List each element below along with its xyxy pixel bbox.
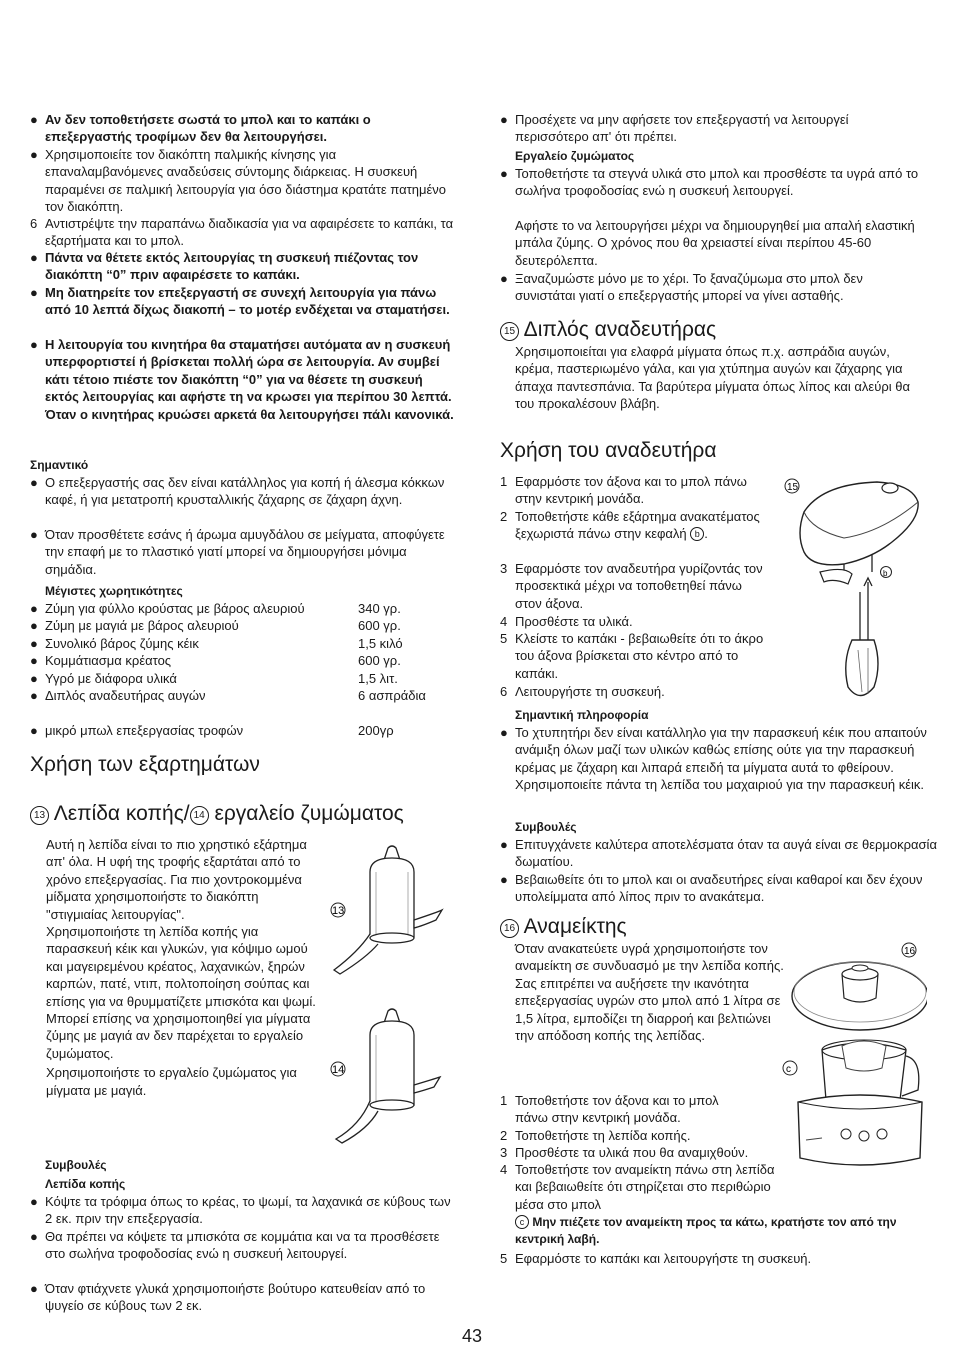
capacity-label: Μέγιστες χωρητικότητες: [45, 584, 183, 598]
capacity-row: ● Συνολικό βάρος ζύμης κέικ 1,5 κιλό: [30, 635, 403, 651]
warning-item: ● Η λειτουργία του κινητήρα θα σταματήσει αυτόματα αν η συσκευή υπερφορτιστεί ή βρίσκεται πολλή ώρα σε λειτουργία. Αν συμβεί κάτι τέτοιο πιέστε τον διακόπτη “0” για να θέσετε τη συσκευή εκτός λειτουργίας και αφήστε τη να κρωσει για περίπου 30 λεπτά. Όταν ο κινητήρας κρυώσει αρκετά θα λειτουργήσει πάλι κανονικά.: [30, 337, 454, 422]
capacity-row: ● Υγρό με διάφορα υλικά 1,5 λιτ.: [30, 670, 398, 686]
mixer-step: 3 Προσθέστε τα υλικά που θα αναμιχθούν.: [500, 1145, 749, 1160]
figure-13-label: 13: [332, 905, 345, 917]
tip-item: ● Επιτυγχάνετε καλύτερα αποτελέσματα όταν τα αυγά είναι σε θερμοκρασία δωματίου.: [500, 837, 937, 870]
mixer-warning: c Μην πιέζετε τον αναμείκτη προς τα κάτω, κρατήστε τον από την κεντρική λαβή.: [515, 1215, 897, 1247]
mixer-step: 2 Τοποθετήστε τη λεπίδα κοπής.: [500, 1128, 691, 1143]
number-13-badge: 13: [30, 806, 49, 825]
capacity-row: ● Διπλός αναδευτήρας αυγών 6 ασπράδια: [30, 688, 426, 703]
whisk-illustration: [782, 472, 927, 712]
whisk-step: 2 Τοποθετήστε κάθε εξάρτημα ανακατέματος ξεχωριστά πάνω στην κεφαλή b .: [500, 509, 760, 542]
warning-item: ● Αν δεν τοποθετήσετε σωστά το μπολ και το καπάκι ο επεξεργαστής τροφίμων δεν θα λειτουργήσει.: [30, 112, 371, 145]
important-item: ● Όταν προσθέτετε εσάνς ή άρωμα αμυγδάλου σε μείγματα, αποφύγετε την επαφή με το πλαστικό γιατί μπορεί να δημιουργήσει μόνιμα σημάδια.: [30, 527, 445, 577]
knife-tip: ● Θα πρέπει να κόψετε τα μπισκότα σε κομμάτια και να τα προσθέσετε στο σωλήνα τροφοδοσίας ενώ η συσκευή λειτουργεί.: [30, 1229, 440, 1262]
heading-use-whisk: Χρήση του αναδευτήρα: [500, 439, 717, 462]
figure-16-label: 16: [904, 946, 916, 957]
dough-item-extra: Αφήστε το να λειτουργήσει μέχρι να δημιουργηθεί μια απαλή ελαστική μπάλα ζύμης. Ο χρόνος που θα χρειαστεί είναι περίπου 45-60 δευτερόλεπτα.: [515, 218, 915, 268]
top-bullet: ● Προσέχετε να μην αφήσετε τον επεξεργαστή να λειτουργεί περισσότερο απ' ότι πρέπει.: [500, 112, 849, 145]
warning-item: ● Πάντα να θέτετε εκτός λειτουργίας τη συσκευή πιέζοντας τον διακόπτη “0” πριν αφαιρέσετε το καπάκι.: [30, 250, 419, 283]
tip-item: ● Βεβαιωθείτε ότι το μπολ και οι αναδευτήρες είναι καθαροί και δεν έχουν υπολείμματα από λίπος πριν το ανακάτεμα.: [500, 872, 923, 905]
number-16-badge: 16: [500, 919, 519, 938]
blade-paragraph: Χρησιμοποιήστε τη λεπίδα κοπής για παρασκευή κέικ και γλυκών, για κόψιμο ωμού και μαγειρεμένου κρέατος, λαχανικών, ξηρών καρπών, πατέ, ντιπ, πολτοποίηση σούπας και επίσης για να θρυμματίζετε μπισκότα και ψωμί. Μπορεί επίσης να χρησιμοποιηθεί για μίγματα ζύμης με μαγιά αν δεν παρέχεται το εργαλείο ζυμώματος.: [46, 924, 316, 1061]
figure-14-label: 14: [332, 1064, 345, 1076]
whisk-step: 5 Κλείστε το καπάκι - βεβαιωθείτε ότι το άκρο του άξονα βρίσκεται στο κέντρο από το καπάκι.: [500, 631, 764, 681]
mixer-paragraph: Όταν ανακατεύετε υγρά χρησιμοποιήστε τον αναμείκτη σε συνδυασμό με την λεπίδα κοπής. Σας επιτρέπει να αυξήσετε την ικανότητα επεξεργασίας υγρών στο μπολ από 1 λίτρα σε 1,5 λίτρα, εμποδίζει τη διαρροή και βελτιώνει την απόδοση κοπής της λεπίδας.: [515, 941, 784, 1044]
blade-text: [46, 836, 316, 1099]
number-14-badge: 14: [190, 806, 209, 825]
important-item: ● Ο επεξεργαστής σας δεν είναι κατάλληλος για κοπή ή άλεσμα κόκκων καφέ, ή για μετατροπή κρυσταλλικής ζάχαρης σε ζάχαρη άχνη.: [30, 475, 445, 508]
dough-item: ● Τοποθετήστε τα στεγνά υλικά στο μπολ και προσθέστε τα υγρά από το σωλήνα τροφοδοσίας ενώ η συσκευή λειτουργεί.: [500, 166, 919, 199]
important-info-label: Σημαντική πληροφορία: [515, 708, 649, 722]
mixer-step: 5 Εφαρμόστε το καπάκι και λειτουργήστε τη συσκευή.: [500, 1251, 812, 1266]
knife-label: Λεπίδα κοπής: [45, 1177, 126, 1191]
important-info-item: ● Το χτυπητήρι δεν είναι κατάλληλο για την παρασκευή κέικ που απαιτούν ανάμιξη όλων μαζί των υλικών καθώς επίσης ούτε για την παρασκευή κρέμας με ζάχαρη και λιπαρά επειδή τα μίγματα αυτά το φθείρουν. Χρησιμοποιείτε πάντα τη λεπίδα του μαχαιριού για την παρασκευή κέικ.: [500, 725, 927, 793]
whisk-step: 1 Εφαρμόστε τον άξονα και το μπολ πάνω στην κεντρική μονάδα.: [500, 474, 747, 507]
figure-15-label: 15: [787, 482, 799, 493]
knife-blade-illustration: [330, 842, 460, 987]
warning-item: ● Μη διατηρείτε τον επεξεργαστή σε συνεχή λειτουργία για πάνω από 10 λεπτά δίχως διακοπή – το μοτέρ ενδέχεται να σταματήσει.: [30, 285, 450, 318]
step-6: 6 Αντιστρέψτε την παραπάνω διαδικασία για να αφαιρέσετε το καπάκι, τα εξαρτήματα και το μπολ.: [30, 216, 454, 249]
marker-b: b: [690, 527, 704, 541]
heading-blade: 13 Λεπίδα κοπής/ 14 εργαλείο ζυμώματος: [30, 801, 404, 827]
dough-label: Εργαλείο ζυμώματος: [515, 149, 635, 163]
whisk-step: 3 Εφαρμόστε τον αναδευτήρα γυρίζοντάς τον προσεκτικά μέχρι να τοποθετηθεί πάνω στον άξονα.: [500, 561, 763, 611]
whisk-step: 6 Λειτουργήστε τη συσκευή.: [500, 684, 665, 699]
important-label: Σημαντικό: [30, 458, 89, 472]
dough-item: ● Ξαναζυμώστε μόνο με το χέρι. Το ξαναζύμωμα στο μπολ δεν συνιστάται γιατί ο επεξεργαστής μπορεί να γίνει ασταθής.: [500, 271, 863, 304]
marker-b-figure: b: [883, 569, 888, 578]
marker-c: c: [515, 1215, 529, 1229]
mixer-illustration: [782, 940, 927, 1170]
page-number: 43: [462, 1326, 483, 1346]
number-15-badge: 15: [500, 322, 519, 341]
knife-tip: ● Όταν φτιάχνετε γλυκά χρησιμοποιήστε βούτυρο κατευθείαν από το ψυγείο σε κύβους των 2 εκ.: [30, 1281, 426, 1314]
capacity-row: ● μικρό μπωλ επεξεργασίας τροφών 200γρ: [30, 723, 394, 738]
knife-tip: ● Κόψτε τα τρόφιμα όπως το κρέας, το ψωμί, τα λαχανικά σε κύβους των 2 εκ. πριν την επεξεργασία.: [30, 1194, 451, 1227]
blade-paragraph: Χρησιμοποιήστε το εργαλείο ζυμώματος για μίγματα με μαγιά.: [46, 1065, 297, 1098]
marker-c-figure: c: [786, 1064, 791, 1075]
heading-attachments: Χρήση των εξαρτημάτων: [30, 753, 260, 776]
whisk-step: 4 Προσθέστε τα υλικά.: [500, 614, 633, 629]
whisk-paragraph: Χρησιμοποιείται για ελαφρά μίγματα όπως π.χ. ασπράδια αυγών, κρέμα, παστεριωμένο γάλα, και για χτύπημα αυγών και ζάχαρης για άπαχα παντεσπάνια. Τα βαρύτερα μίγματα όπως λίπος και αλεύρι θα του προκαλέσουν βλάβη.: [515, 344, 910, 412]
mixer-step: 1 Τοποθετήστε τον άξονα και το μπολ πάνω στην κεντρική μονάδα.: [500, 1093, 719, 1126]
heading-whisk: 15 Διπλός αναδευτήρας: [500, 317, 716, 343]
tips-label: Συμβουλές: [515, 820, 577, 834]
tips-label: Συμβουλές: [45, 1158, 107, 1172]
mixer-step: 4 Τοποθετήστε τον αναμείκτη πάνω στη λεπίδα και βεβαιωθείτε ότι στηρίζεται στο περιθώριο μέσα στο μπολ: [500, 1162, 775, 1212]
capacity-row: ● Ζύμη για φύλλο κρούστας με βάρος αλευριού 340 γρ.: [30, 601, 401, 616]
blade-paragraph: Αυτή η λεπίδα είναι το πιο χρηστικό εξάρτημα απ' όλα. Η υφή της τροφής εξαρτάται από το χρόνο επεξεργασίας. Για πιο χοντροκομμένα μίδματα χρησιμοποιήστε το διακόπτη "στιγμιαίας λειτουργίας".: [46, 837, 307, 922]
heading-mixer: 16 Αναμείκτης: [500, 914, 627, 940]
capacity-row: ● Ζύμη με μαγιά με βάρος αλευριού 600 γρ.: [30, 618, 401, 634]
dough-tool-illustration: [330, 1005, 460, 1153]
pulse-item: ● Χρησιμοποιείτε τον διακόπτη παλμικής κίνησης για επαναλαμβανόμενες αναδεύσεις σύντομης διάρκειας. Η συσκευή παραμένει σε παλμική λειτουργία για όσο διάστημα κρατάτε πατημένο τον διακόπτη.: [30, 147, 446, 215]
capacity-row: ● Κομμάτιασμα κρέατος 600 γρ.: [30, 653, 401, 669]
